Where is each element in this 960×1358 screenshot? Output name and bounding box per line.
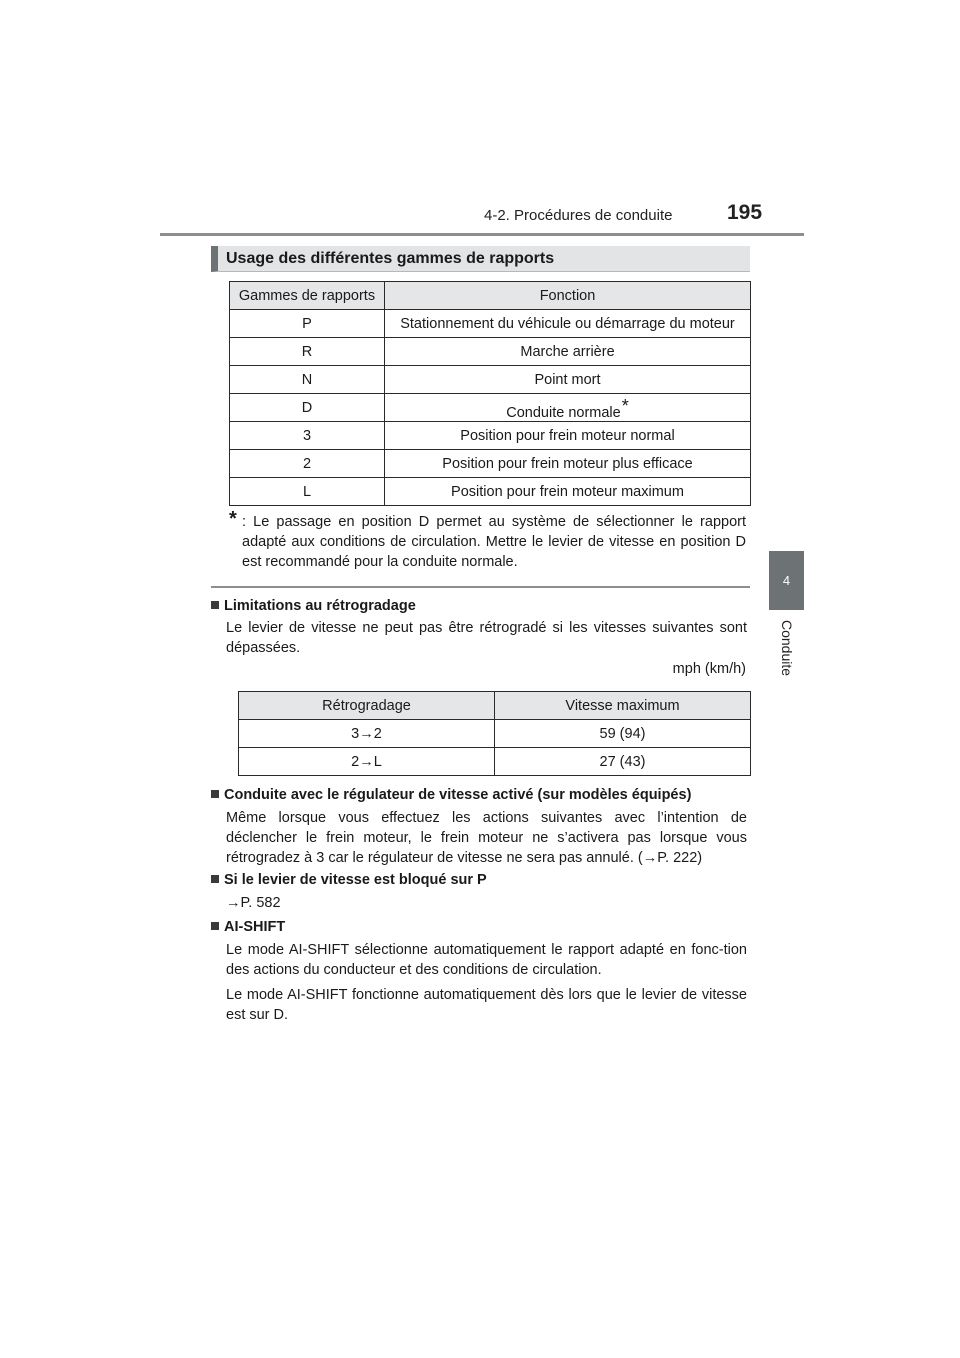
topic-title-text: Conduite avec le régulateur de vitesse activé (sur modèles équipés) <box>224 787 692 803</box>
topic-body: Le mode AI-SHIFT fonctionne automatiquement dès lors que le levier de vitesse est sur D. <box>226 987 747 1023</box>
topic-title <box>211 785 747 805</box>
table-row <box>239 748 751 776</box>
topic-title <box>211 917 747 937</box>
asterisk-mark: * <box>621 395 629 416</box>
function-cell: Position pour frein moteur normal <box>385 422 751 450</box>
function-cell <box>385 394 751 422</box>
table-header-row <box>230 282 751 310</box>
downshift-cell: 3→2 <box>239 720 495 748</box>
column-header: Fonction <box>385 282 751 310</box>
topic-body: Même lorsque vous effectuez les actions suivantes avec l’intention de déclencher le frein moteur, le frein moteur ne s’activera pas lorsque vous rétrogradez à 3 car le régulateur de vitesse ne sera pas annulé. (→P. 222) <box>226 810 747 866</box>
gear-cell: 3 <box>230 422 385 450</box>
table-row <box>230 478 751 506</box>
downshift-cell: 2→L <box>239 748 495 776</box>
speed-cell: 59 (94) <box>495 720 751 748</box>
column-header: Gammes de rapports <box>230 282 385 310</box>
table-row <box>230 394 751 422</box>
gear-cell: L <box>230 478 385 506</box>
gear-cell: N <box>230 366 385 394</box>
footnote-text: : Le passage en position D permet au système de sélectionner le rapport adapté aux conditions de circulation. Mettre le levier de vitesse en position D est recommandé pour la conduite normale. <box>242 514 746 570</box>
table-row <box>230 310 751 338</box>
table-row <box>230 450 751 478</box>
square-bullet-icon <box>211 601 219 609</box>
topic-body: →P. 582 <box>226 895 281 911</box>
square-bullet-icon <box>211 922 219 930</box>
chapter-tab: 4 <box>769 551 804 610</box>
table-row <box>230 338 751 366</box>
footnote-mark: * <box>229 508 237 530</box>
aishift-topic <box>211 917 747 1025</box>
limitations-topic <box>211 596 747 658</box>
topic-title <box>211 596 747 616</box>
function-text: Conduite normale <box>506 404 621 421</box>
topic-body: Le levier de vitesse ne peut pas être rétrogradé si les vitesses suivantes sont dépassées. <box>226 620 747 656</box>
page-number: 195 <box>727 201 763 224</box>
square-bullet-icon <box>211 875 219 883</box>
column-header: Vitesse maximum <box>495 692 751 720</box>
header-rule <box>160 233 804 236</box>
function-cell: Marche arrière <box>385 338 751 366</box>
section-heading: Usage des différentes gammes de rapports <box>211 246 750 272</box>
square-bullet-icon <box>211 790 219 798</box>
topic-title-text: Si le levier de vitesse est bloqué sur P <box>224 872 487 888</box>
gear-range-table <box>229 281 751 506</box>
table-row <box>239 720 751 748</box>
topic-title-text: AI-SHIFT <box>224 919 286 935</box>
topic-title <box>211 870 747 890</box>
chapter-label-text: Conduite <box>779 619 795 677</box>
gear-cell: 2 <box>230 450 385 478</box>
function-cell: Point mort <box>385 366 751 394</box>
gear-cell: R <box>230 338 385 366</box>
table-row <box>230 422 751 450</box>
header-title: 4-2. Procédures de conduite <box>484 207 673 224</box>
table-header-row <box>239 692 751 720</box>
cruise-topic <box>211 785 747 868</box>
function-cell: Stationnement du véhicule ou démarrage du moteur <box>385 310 751 338</box>
speed-unit: mph (km/h) <box>672 661 746 677</box>
gear-cell: P <box>230 310 385 338</box>
blocked-topic <box>211 870 747 913</box>
table-row <box>230 366 751 394</box>
downshift-table <box>238 691 751 776</box>
gear-cell: D <box>230 394 385 422</box>
footnote <box>229 508 746 572</box>
column-header: Rétrogradage <box>239 692 495 720</box>
topic-body: Le mode AI-SHIFT sélectionne automatiquement le rapport adapté en fonc-tion des actions du conducteur et des conditions de circulation. <box>226 942 747 978</box>
function-cell: Position pour frein moteur maximum <box>385 478 751 506</box>
speed-cell: 27 (43) <box>495 748 751 776</box>
chapter-label <box>772 620 802 680</box>
topic-title-text: Limitations au rétrogradage <box>224 598 416 614</box>
section-divider <box>211 586 750 588</box>
function-cell: Position pour frein moteur plus efficace <box>385 450 751 478</box>
